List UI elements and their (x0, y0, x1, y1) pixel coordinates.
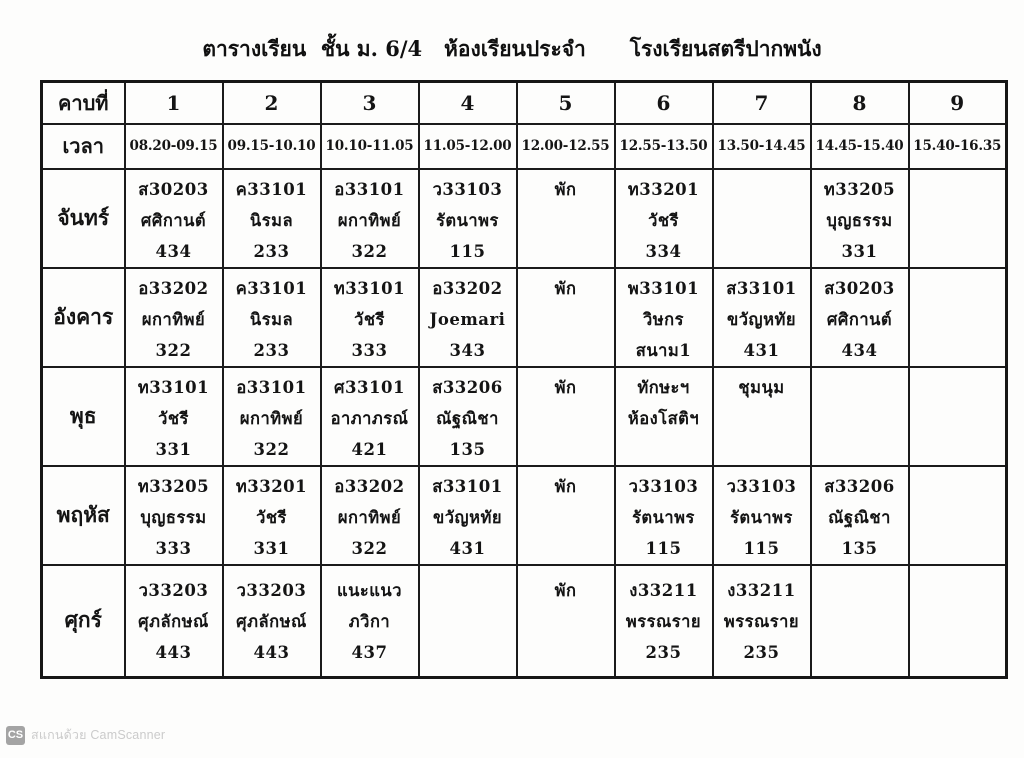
timetable-cell (125, 466, 223, 565)
cell-content (224, 368, 320, 465)
room-number: 443 (155, 642, 192, 662)
day-name-cell: พุธ (42, 367, 125, 466)
timetable-cell (125, 169, 223, 268)
subject-code: อ33101 (334, 179, 405, 199)
timetable-cell (713, 367, 811, 466)
time-cell-7: 13.50-14.45 (713, 124, 811, 169)
timetable-cell (517, 367, 615, 466)
timetable-cell (909, 169, 1007, 268)
time-cell-9: 15.40-16.35 (909, 124, 1007, 169)
camscanner-text: สแกนด้วย CamScanner (31, 728, 166, 742)
timetable-cell (223, 565, 321, 678)
teacher-name: ผกาทิพย์ (337, 507, 402, 527)
timetable-cell (419, 466, 517, 565)
subject-code: ค33101 (235, 179, 308, 199)
teacher-name: นิรมล (249, 309, 294, 329)
subject-code: ท33205 (823, 179, 896, 199)
cell-content (714, 170, 810, 174)
timetable-cell (223, 367, 321, 466)
timetable-cell (517, 565, 615, 678)
subject-code: ว33103 (726, 476, 797, 496)
time-header-row (42, 124, 1007, 169)
timetable-cell (713, 466, 811, 565)
cell-content (812, 566, 908, 575)
cell-content (420, 269, 516, 366)
timetable-cell (811, 169, 909, 268)
cell-content (518, 368, 614, 403)
period-number-6: 6 (615, 82, 713, 124)
cell-content (518, 269, 614, 304)
room-number: 235 (743, 642, 780, 662)
time-cell-8: 14.45-15.40 (811, 124, 909, 169)
teacher-name: ผกาทิพย์ (141, 309, 206, 329)
cell-content (518, 170, 614, 205)
cell-content (812, 269, 908, 366)
time-cell-6: 12.55-13.50 (615, 124, 713, 169)
page-title: ตารางเรียน ชั้น ม. 6/4 ห้องเรียนประจำ โรงเรียนสตรีปากพนัง (202, 36, 822, 61)
timetable-cell (713, 268, 811, 367)
period-number-8: 8 (811, 82, 909, 124)
teacher-name: วัชรี (256, 507, 287, 527)
time-cell-3: 10.10-11.05 (321, 124, 419, 169)
cell-content (126, 170, 222, 267)
cell-content (224, 467, 320, 564)
day-row (42, 565, 1007, 678)
timetable-cell (811, 466, 909, 565)
period-number-7: 7 (713, 82, 811, 124)
subject-code: ส33101 (432, 476, 503, 496)
cell-content (322, 566, 418, 668)
room-number: 443 (253, 642, 290, 662)
period-number-1: 1 (125, 82, 223, 124)
room-number: สนาม1 (635, 340, 692, 360)
cell-content (812, 467, 908, 564)
timetable-cell (713, 565, 811, 678)
subject-code: อ33202 (138, 278, 209, 298)
cell-content (224, 269, 320, 366)
cell-content (518, 467, 614, 502)
cell-content (126, 368, 222, 465)
room-number: 115 (743, 538, 780, 558)
room-number: 235 (645, 642, 682, 662)
cell-content (224, 170, 320, 267)
teacher-name: ห้องโสติฯ (627, 408, 700, 428)
room-number: 135 (841, 538, 878, 558)
teacher-name: วัชรี (648, 210, 679, 230)
subject-code: อ33101 (236, 377, 307, 397)
timetable-cell (419, 367, 517, 466)
teacher-name: Joemari (429, 309, 506, 329)
teacher-name: รัตนาพร (436, 210, 499, 230)
cell-content (420, 170, 516, 267)
timetable-cell (615, 169, 713, 268)
teacher-name: พรรณราย (625, 611, 702, 631)
teacher-name: วัชรี (354, 309, 385, 329)
cell-content (812, 170, 908, 267)
cell-content (126, 269, 222, 366)
teacher-name: บุญธรรม (826, 210, 893, 230)
camscanner-icon: CS (6, 726, 25, 745)
timetable-cell (713, 169, 811, 268)
subject-code: อ33202 (334, 476, 405, 496)
cell-content (322, 368, 418, 465)
room-number: 233 (253, 241, 290, 261)
cell-content (616, 368, 712, 434)
timetable-cell (125, 367, 223, 466)
time-cell-5: 12.00-12.55 (517, 124, 615, 169)
timetable-cell (125, 268, 223, 367)
cell-content (322, 269, 418, 366)
cell-content (420, 467, 516, 564)
day-name-cell: อังคาร (42, 268, 125, 367)
subject-code: ท33101 (137, 377, 210, 397)
period-number-9: 9 (909, 82, 1007, 124)
teacher-name: ศุภลักษณ์ (138, 611, 209, 631)
cell-content (420, 566, 516, 575)
cell-content (616, 170, 712, 267)
subject-code: ว33103 (628, 476, 699, 496)
day-row (42, 466, 1007, 565)
teacher-name: ขวัญหทัย (726, 309, 797, 329)
cell-content (714, 566, 810, 668)
cell-content (126, 566, 222, 668)
room-number: 322 (155, 340, 192, 360)
teacher-name: รัตนาพร (730, 507, 793, 527)
timetable-cell (909, 565, 1007, 678)
subject-code: ว33203 (138, 580, 209, 600)
teacher-name: ศศิกานต์ (140, 210, 207, 230)
time-header-label: เวลา (42, 124, 125, 169)
timetable-cell (517, 268, 615, 367)
break-label: พัก (554, 476, 577, 496)
subject-code: ชุมนุม (738, 377, 785, 397)
period-number-4: 4 (419, 82, 517, 124)
timetable-cell (909, 466, 1007, 565)
room-number: 334 (645, 241, 682, 261)
timetable-cell (321, 466, 419, 565)
teacher-name: พรรณราย (723, 611, 800, 631)
day-name-cell: ศุกร์ (42, 565, 125, 678)
day-row (42, 268, 1007, 367)
timetable-cell (125, 565, 223, 678)
subject-code: ส33206 (824, 476, 895, 496)
timetable-cell (419, 565, 517, 678)
day-name-cell: พฤหัส (42, 466, 125, 565)
timetable-cell (321, 169, 419, 268)
teacher-name: รัตนาพร (632, 507, 695, 527)
timetable-cell (223, 169, 321, 268)
cell-content (518, 566, 614, 606)
room-number: 115 (645, 538, 682, 558)
cell-content (910, 566, 1006, 575)
period-header-label: คาบที่ (42, 82, 125, 124)
timetable-cell (615, 466, 713, 565)
subject-code: ท33101 (333, 278, 406, 298)
subject-code: ค33101 (235, 278, 308, 298)
day-row (42, 367, 1007, 466)
cell-content (714, 269, 810, 366)
room-number: 437 (351, 642, 388, 662)
subject-code: ว33103 (432, 179, 503, 199)
timetable-cell (223, 466, 321, 565)
subject-code: ทักษะฯ (637, 377, 690, 397)
timetable-cell (419, 268, 517, 367)
subject-code: ท33205 (137, 476, 210, 496)
room-number: 333 (351, 340, 388, 360)
subject-code: ว33203 (236, 580, 307, 600)
subject-code: ส33206 (432, 377, 503, 397)
period-number-5: 5 (517, 82, 615, 124)
cell-content (616, 566, 712, 668)
cell-content (910, 467, 1006, 471)
teacher-name: ศศิกานต์ (826, 309, 893, 329)
teacher-name: นิรมล (249, 210, 294, 230)
subject-code: ส30203 (824, 278, 895, 298)
room-number: 331 (841, 241, 878, 261)
timetable-cell (909, 367, 1007, 466)
break-label: พัก (554, 377, 577, 397)
timetable-cell (615, 565, 713, 678)
subject-code: ง33211 (629, 580, 698, 600)
room-number: 135 (449, 439, 486, 459)
timetable-cell (321, 565, 419, 678)
timetable-cell (615, 367, 713, 466)
room-number: 115 (449, 241, 486, 261)
subject-code: ท33201 (235, 476, 308, 496)
time-cell-2: 09.15-10.10 (223, 124, 321, 169)
time-cell-1: 08.20-09.15 (125, 124, 223, 169)
teacher-name: ศุภลักษณ์ (236, 611, 307, 631)
timetable-cell (321, 367, 419, 466)
cell-content (322, 170, 418, 267)
teacher-name: วัชรี (158, 408, 189, 428)
time-cell-4: 11.05-12.00 (419, 124, 517, 169)
room-number: 333 (155, 538, 192, 558)
teacher-name: ผกาทิพย์ (239, 408, 304, 428)
room-number: 233 (253, 340, 290, 360)
cell-content (420, 368, 516, 465)
camscanner-watermark (6, 725, 165, 745)
timetable-cell (419, 169, 517, 268)
teacher-name: ณัฐณิชา (436, 408, 499, 428)
room-number: 343 (449, 340, 486, 360)
teacher-name: วิษกร (643, 309, 684, 329)
timetable-cell (223, 268, 321, 367)
room-number: 322 (253, 439, 290, 459)
room-number: 331 (253, 538, 290, 558)
room-number: 431 (743, 340, 780, 360)
subject-code: ศ33101 (334, 377, 405, 397)
cell-content (616, 467, 712, 564)
teacher-name: ผกาทิพย์ (337, 210, 402, 230)
timetable-cell (615, 268, 713, 367)
room-number: 434 (841, 340, 878, 360)
subject-code: ง33211 (727, 580, 796, 600)
cell-content (812, 368, 908, 372)
period-number-3: 3 (321, 82, 419, 124)
cell-content (714, 368, 810, 403)
break-label: พัก (554, 580, 577, 600)
subject-code: พ33101 (627, 278, 700, 298)
break-label: พัก (554, 278, 577, 298)
timetable-cell (811, 565, 909, 678)
timetable-cell (811, 367, 909, 466)
room-number: 431 (449, 538, 486, 558)
cell-content (126, 467, 222, 564)
room-number: 421 (351, 439, 388, 459)
break-label: พัก (554, 179, 577, 199)
cell-content (714, 467, 810, 564)
period-header-row (42, 82, 1007, 124)
timetable-cell (517, 169, 615, 268)
teacher-name: ณัฐณิชา (828, 507, 891, 527)
day-row (42, 169, 1007, 268)
cell-content (616, 269, 712, 366)
day-name-cell: จันทร์ (42, 169, 125, 268)
timetable-cell (321, 268, 419, 367)
subject-code: อ33202 (432, 278, 503, 298)
subject-code: ส30203 (138, 179, 209, 199)
subject-code: แนะแนว (337, 580, 402, 600)
timetable-cell (517, 466, 615, 565)
room-number: 434 (155, 241, 192, 261)
timetable (40, 80, 1008, 679)
room-number: 322 (351, 241, 388, 261)
timetable-cell (811, 268, 909, 367)
teacher-name: อาภาภรณ์ (330, 408, 409, 428)
cell-content (910, 368, 1006, 372)
cell-content (910, 170, 1006, 174)
subject-code: ส33101 (726, 278, 797, 298)
subject-code: ท33201 (627, 179, 700, 199)
teacher-name: บุญธรรม (140, 507, 207, 527)
cell-content (322, 467, 418, 564)
cell-content (224, 566, 320, 668)
cell-content (910, 269, 1006, 273)
room-number: 331 (155, 439, 192, 459)
period-number-2: 2 (223, 82, 321, 124)
timetable-cell (909, 268, 1007, 367)
teacher-name: ขวัญหทัย (432, 507, 503, 527)
room-number: 322 (351, 538, 388, 558)
teacher-name: ภวิกา (348, 611, 391, 631)
